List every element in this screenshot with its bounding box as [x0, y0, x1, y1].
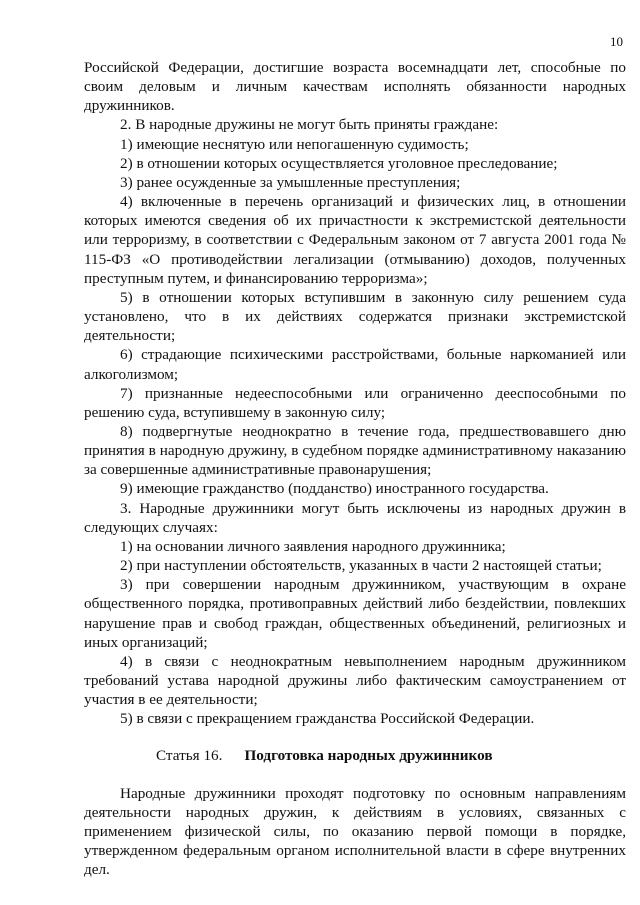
- paragraph: 7) признанные недееспособными или ограниченно дееспособными по решению суда, вступившему в законную силу;: [84, 384, 626, 421]
- article-16-body: [84, 784, 626, 880]
- paragraph: 1) имеющие неснятую или непогашенную судимость;: [120, 135, 469, 153]
- paragraph: 2) в отношении которых осуществляется уголовное преследование;: [120, 154, 558, 172]
- article-number: Статья 16.: [156, 747, 223, 765]
- paragraph: 9) имеющие гражданство (подданство) иностранного государства.: [120, 480, 549, 498]
- paragraph: Российской Федерации, достигшие возраста восемнадцати лет, способные по своим деловым и личным качествам исполнять обязанности народных дружинников.: [84, 59, 626, 115]
- article-title: Подготовка народных дружинников: [244, 747, 493, 765]
- paragraph: 2. В народные дружины не могут быть приняты граждане:: [120, 116, 499, 134]
- paragraph: 4) включенные в перечень организаций и физических лиц, в отношении которых имеются сведения об их причастности к экстремистской деятельности или терроризму, в соответствии с Федеральным законом от 7 августа 2001 года № 115-ФЗ «О противодействии легализации (отмыванию) доходов, полученных преступным путем, и финансированию терроризма»;: [84, 193, 626, 287]
- paragraph: 3. Народные дружинники могут быть исключены из народных дружин в следующих случаях:: [84, 499, 626, 536]
- paragraph: Народные дружинники проходят подготовку по основным направлениям деятельности народных дружин, к действиям в условиях, связанных с применением физической силы, по оказанию первой помощи в порядке, утвержденном федеральным органом исполнительной власти в сфере внутренних дел.: [84, 784, 626, 879]
- paragraph: 3) при совершении народным дружинником, участвующим в охране общественного порядка, противоправных действий либо бездействии, повлекших нарушение прав и свобод граждан, общественных объединений, религиозных и иных организаций;: [84, 576, 626, 651]
- paragraph: 6) страдающие психическими расстройствами, больные наркоманией или алкоголизмом;: [84, 346, 626, 383]
- paragraph: 3) ранее осужденные за умышленные преступления;: [120, 173, 461, 191]
- paragraph: 2) при наступлении обстоятельств, указанных в части 2 настоящей статьи;: [120, 557, 602, 575]
- article-heading: [84, 746, 626, 765]
- paragraph: 1) на основании личного заявления народного дружинника;: [120, 537, 506, 555]
- page-number: 10: [610, 34, 623, 49]
- article-15-continuation: [84, 58, 626, 728]
- paragraph: 8) подвергнутые неоднократно в течение года, предшествовавшего дню принятия в народную дружину, в судебном порядке административному наказанию за совершенные административные правонарушения;: [84, 422, 626, 479]
- paragraph: 5) в связи с прекращением гражданства Российской Федерации.: [120, 710, 535, 728]
- paragraph: 5) в отношении которых вступившим в законную силу решением суда установлено, что в их действиях содержатся признаки экстремистской деятельности;: [84, 288, 626, 345]
- paragraph: 4) в связи с неоднократным невыполнением народным дружинником требований устава народной дружины либо фактическим самоустранением от участия в ее деятельности;: [84, 652, 626, 709]
- document-body: [84, 58, 626, 879]
